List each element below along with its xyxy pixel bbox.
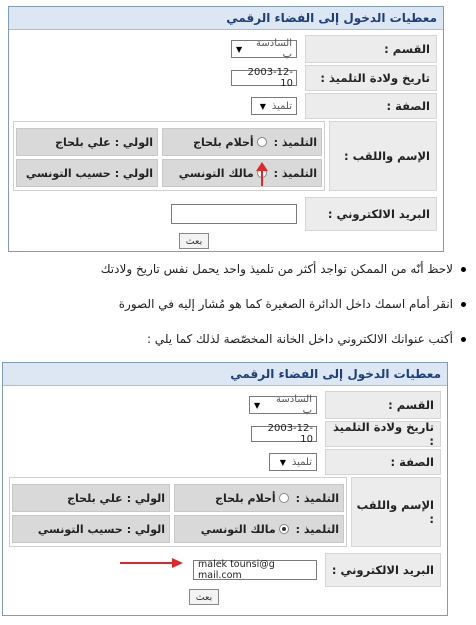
pupil-name: مالك التونسي <box>200 522 276 536</box>
email-row <box>15 197 437 231</box>
pupil-radio[interactable] <box>279 493 289 503</box>
instruction-text: أكتب عنوانك الالكتروني داخل الخانة المخصّصة لذلك كما يلي : <box>146 332 453 346</box>
instruction-text: لاحظ أنّه من الممكن تواجد أكثر من تلميذ واحد يحمل نفس تاريخ ولادتك <box>100 262 453 276</box>
pupil-label: التلميذ : <box>273 135 317 149</box>
name-row <box>15 121 437 191</box>
section-label: القسم : <box>305 35 437 63</box>
list-item <box>101 262 466 276</box>
students-grid <box>9 477 347 547</box>
pupil-label: التلميذ : <box>295 491 339 505</box>
section-select[interactable] <box>249 396 317 414</box>
email-input[interactable]: malek tounsi@g mail.com <box>193 560 317 580</box>
guardian-name: علي بلحاج <box>67 491 123 505</box>
section-row <box>9 391 441 419</box>
bullet-dot <box>461 337 466 342</box>
pupil-cell <box>174 484 344 512</box>
section-label: القسم : <box>325 391 441 419</box>
email-input[interactable] <box>171 204 297 224</box>
login-panel-1 <box>8 6 444 252</box>
chevron-down-icon: ▼ <box>259 101 266 111</box>
pupil-name: مالك التونسي <box>178 166 254 180</box>
guardian-name: حسيب التونسي <box>25 166 111 180</box>
guardian-cell <box>12 515 170 543</box>
guardian-label: الولي : <box>126 491 165 505</box>
bullet-dot <box>461 302 466 307</box>
birthdate-input[interactable]: 2003-12-10 <box>231 70 297 86</box>
name-label: الإسم واللقب : <box>351 477 441 547</box>
chevron-down-icon: ▼ <box>279 457 286 467</box>
panel-title: معطيات الدخول إلى الفضاء الرقمي <box>3 363 447 386</box>
email-label: البريد الالكتروني : <box>305 197 437 231</box>
pupil-radio-selected[interactable] <box>279 524 289 534</box>
students-grid <box>13 121 325 191</box>
pupil-label: التلميذ : <box>273 166 317 180</box>
pupil-cell <box>174 515 344 543</box>
pointer-arrow-right <box>120 557 184 569</box>
role-row <box>15 93 437 119</box>
role-select[interactable] <box>251 97 297 115</box>
pupil-radio[interactable] <box>257 137 267 147</box>
guardian-label: الولي : <box>114 166 153 180</box>
submit-button[interactable]: بعث <box>179 233 209 249</box>
instruction-text: انقر أمام اسمك داخل الدائرة الصغيرة كما هو مُشار إليه في الصورة <box>118 297 453 311</box>
email-label: البريد الالكتروني : <box>325 553 441 587</box>
role-select-value: تلميذ <box>291 456 312 468</box>
role-label: الصفة : <box>325 449 441 475</box>
section-select[interactable] <box>231 40 297 58</box>
section-select-value: السادسة ب <box>276 394 312 416</box>
birthdate-row <box>9 421 441 447</box>
guardian-label: الولي : <box>114 135 153 149</box>
email-row <box>9 553 441 587</box>
birthdate-label: تاريخ ولادة التلميذ : <box>325 421 441 447</box>
role-select[interactable] <box>269 453 317 471</box>
name-row <box>9 477 441 547</box>
pointer-arrow-up <box>254 162 270 188</box>
chevron-down-icon: ▼ <box>254 400 261 410</box>
pupil-name: أحلام بلحاج <box>193 135 254 149</box>
submit-button[interactable]: بعث <box>189 589 219 605</box>
name-label: الإسم واللقب : <box>329 121 437 191</box>
role-select-value: تلميذ <box>271 100 292 112</box>
role-label: الصفة : <box>305 93 437 119</box>
chevron-down-icon: ▼ <box>236 44 243 54</box>
guardian-cell <box>16 128 158 156</box>
list-item <box>119 297 466 311</box>
panel-title: معطيات الدخول إلى الفضاء الرقمي <box>9 7 443 30</box>
section-select-value: السادسة ب <box>256 38 292 60</box>
pupil-cell <box>162 128 322 156</box>
guardian-cell <box>16 159 158 187</box>
login-panel-2 <box>2 362 448 616</box>
pupil-cell <box>162 159 322 187</box>
birthdate-label: تاريخ ولادة التلميذ : <box>305 65 437 91</box>
guardian-label: الولي : <box>126 522 165 536</box>
guardian-cell <box>12 484 170 512</box>
role-row <box>9 449 441 475</box>
guardian-name: حسيب التونسي <box>37 522 123 536</box>
bullet-dot <box>461 267 466 272</box>
pupil-label: التلميذ : <box>295 522 339 536</box>
section-row <box>15 35 437 63</box>
guardian-name: علي بلحاج <box>55 135 111 149</box>
birthdate-row <box>15 65 437 91</box>
list-item <box>147 332 466 346</box>
birthdate-input[interactable]: 2003-12-10 <box>251 426 317 442</box>
pupil-name: أحلام بلحاج <box>215 491 276 505</box>
